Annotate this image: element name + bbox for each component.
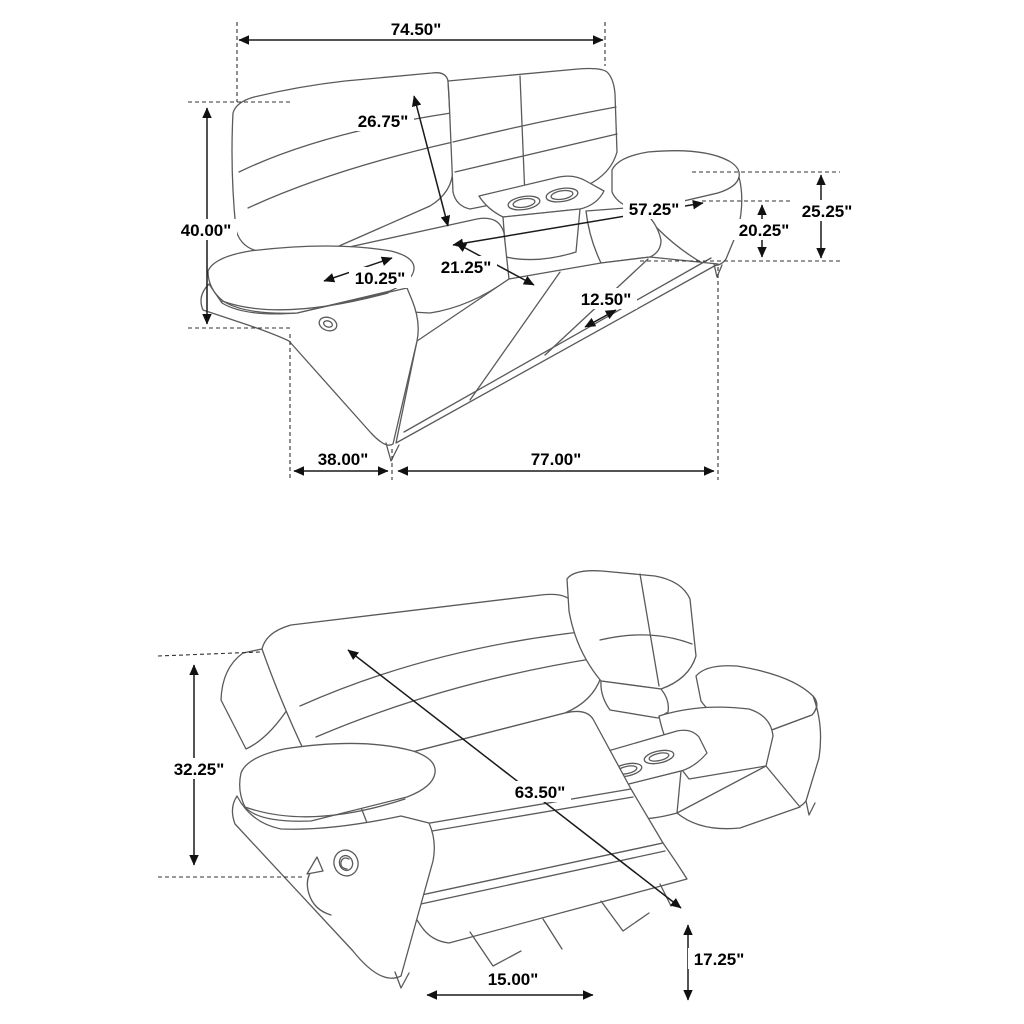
dim-label-depth: 38.00" (317, 450, 369, 469)
dim-label-footrest-extension: 15.00" (487, 970, 539, 989)
dim-label-overall-height: 40.00" (180, 221, 232, 240)
dim-label-seat-span: 57.25" (628, 200, 680, 219)
dim-label-reclined-length: 63.50" (514, 783, 566, 802)
dim-label-armrest-width: 10.25" (354, 269, 406, 288)
dim-label-footrest-height: 17.25" (693, 950, 745, 969)
dim-label-reclined-height: 32.25" (173, 760, 225, 779)
dim-label-seat-width: 21.25" (440, 258, 492, 277)
dim-label-back-width: 74.50" (390, 20, 442, 39)
dim-footrest-height (688, 925, 750, 1000)
dim-footrest-extension (427, 968, 593, 995)
upright-left-backrest (232, 73, 453, 255)
dim-label-arm-height: 25.25" (801, 202, 853, 221)
dim-label-console-width: 12.50" (580, 290, 632, 309)
dim-label-overall-width: 77.00" (530, 450, 582, 469)
reclined-left-arm (232, 796, 434, 978)
dim-label-backrest-length: 26.75" (357, 112, 409, 131)
sofa-reclined-drawing (221, 571, 821, 988)
dim-label-seat-height: 20.25" (738, 221, 790, 240)
